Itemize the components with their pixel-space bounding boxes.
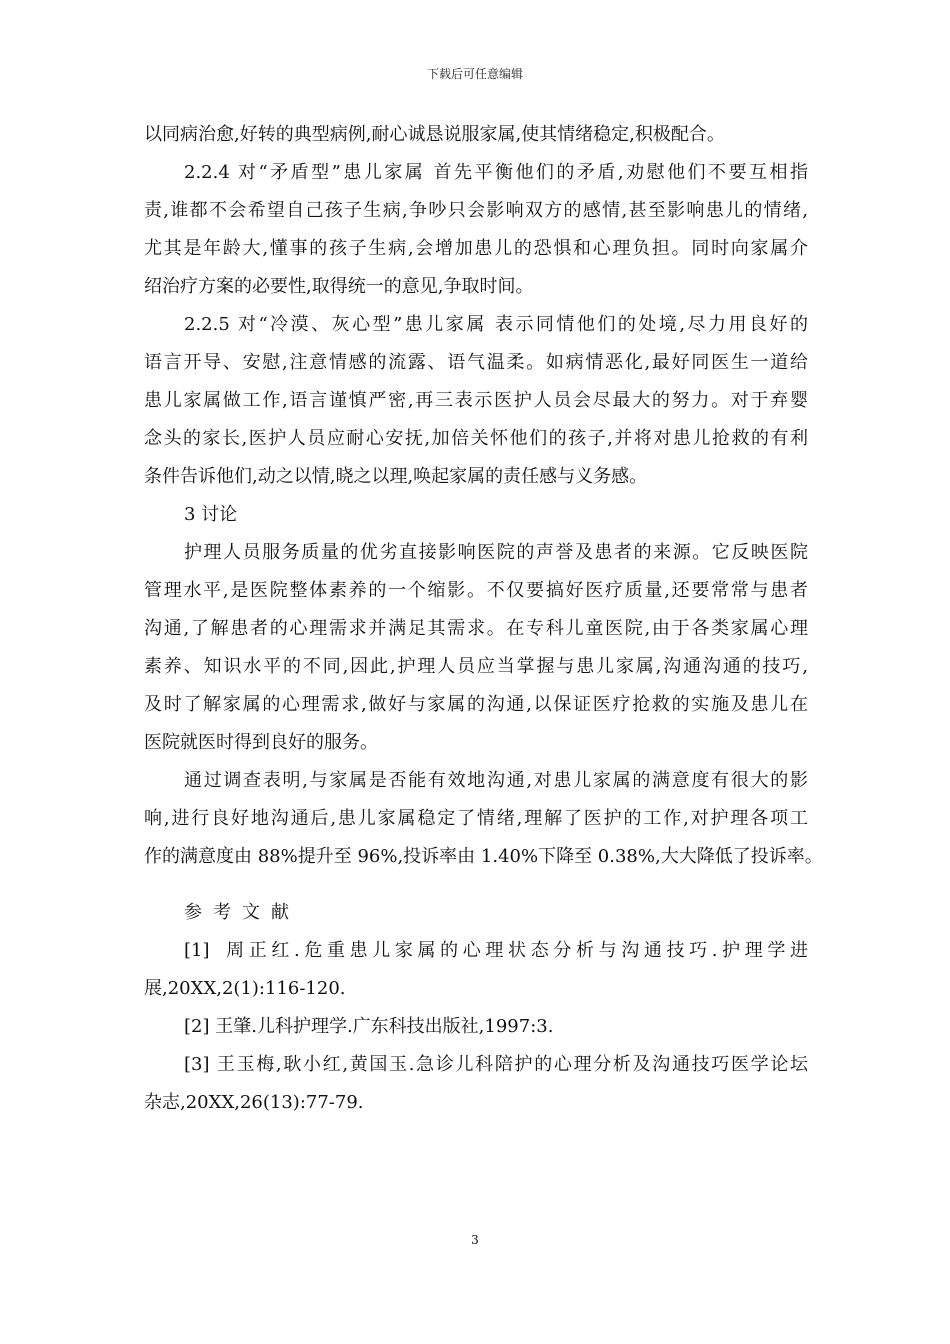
paragraph-line: 作的满意度由 88%提升至 96%,投诉率由 1.40%下降至 0.38%,大大降低了投诉率。 [144,846,823,867]
paragraph-line: 患儿家属做工作,语言谨慎严密,再三表示医护人员会尽最大的努力。对于弃婴 [144,390,808,411]
paragraph-line: 管理水平,是医院整体素养的一个缩影。不仅要搞好医疗质量,还要常常与患者 [144,580,808,601]
spacer [144,876,808,894]
paragraph-line: 沟通,了解患者的心理需求并满足其需求。在专科儿童医院,由于各类家属心理 [144,618,808,639]
reference-number: [1] [184,940,210,961]
paragraph-line: 通过调查表明,与家属是否能有效地沟通,对患儿家属的满意度有很大的影 [184,770,808,791]
paragraph-line: 2.2.5 对“冷漠、灰心型”患儿家属 表示同情他们的处境,尽力用良好的 [184,314,808,335]
page-number: 3 [471,1233,479,1247]
section-heading: 3 讨论 [184,504,238,525]
paragraph-line: 责,谁都不会希望自己孩子生病,争吵只会影响双方的感情,甚至影响患儿的情绪, [144,200,808,221]
paragraph-line: 医院就医时得到良好的服务。 [144,732,378,753]
document-body [144,116,823,1122]
reference-item: [3] 王玉梅,耿小红,黄国玉.急诊儿科陪护的心理分析及沟通技巧医学论坛 [184,1054,808,1075]
paragraph-line: 素养、知识水平的不同,因此,护理人员应当掌握与患儿家属,沟通沟通的技巧, [144,656,808,677]
paragraph-line: 护理人员服务质量的优劣直接影响医院的声誉及患者的来源。它反映医院 [184,542,808,563]
paragraph-line: 条件告诉他们,动之以情,晓之以理,唤起家属的责任感与义务感。 [144,466,648,487]
paragraph-line: 以同病治愈,好转的典型病例,耐心诚恳说服家属,使其情绪稳定,积极配合。 [144,124,725,145]
page-header: 下载后可任意编辑 [426,67,523,81]
paragraph-line: 绍治疗方案的必要性,取得统一的意见,争取时间。 [144,276,534,297]
references-heading: 参考文献 [184,902,300,923]
paragraph-line: 2.2.4 对“矛盾型”患儿家属 首先平衡他们的矛盾,劝慰他们不要互相指 [184,162,808,183]
paragraph-line: 语言开导、安慰,注意情感的流露、语气温柔。如病情恶化,最好同医生一道给 [144,352,808,373]
reference-item [144,932,808,970]
paragraph-line: 响,进行良好地沟通后,患儿家属稳定了情绪,理解了医护的工作,对护理各项工 [144,808,808,829]
reference-item: [2] 王肇.儿科护理学.广东科技出版社,1997:3. [184,1016,554,1037]
paragraph-line: 念头的家长,医护人员应耐心安抚,加倍关怀他们的孩子,并将对患儿抢救的有利 [144,428,808,449]
reference-item-continued: 杂志,20XX,26(13):77-79. [144,1092,364,1113]
reference-item-continued: 展,20XX,2(1):116-120. [144,978,346,999]
reference-text: 周正红.危重患儿家属的心理状态分析与沟通技巧.护理学进 [221,940,808,961]
paragraph-line: 及时了解家属的心理需求,做好与家属的沟通,以保证医疗抢救的实施及患儿在 [144,694,808,715]
paragraph-line: 尤其是年龄大,懂事的孩子生病,会增加患儿的恐惧和心理负担。同时向家属介 [144,238,808,259]
